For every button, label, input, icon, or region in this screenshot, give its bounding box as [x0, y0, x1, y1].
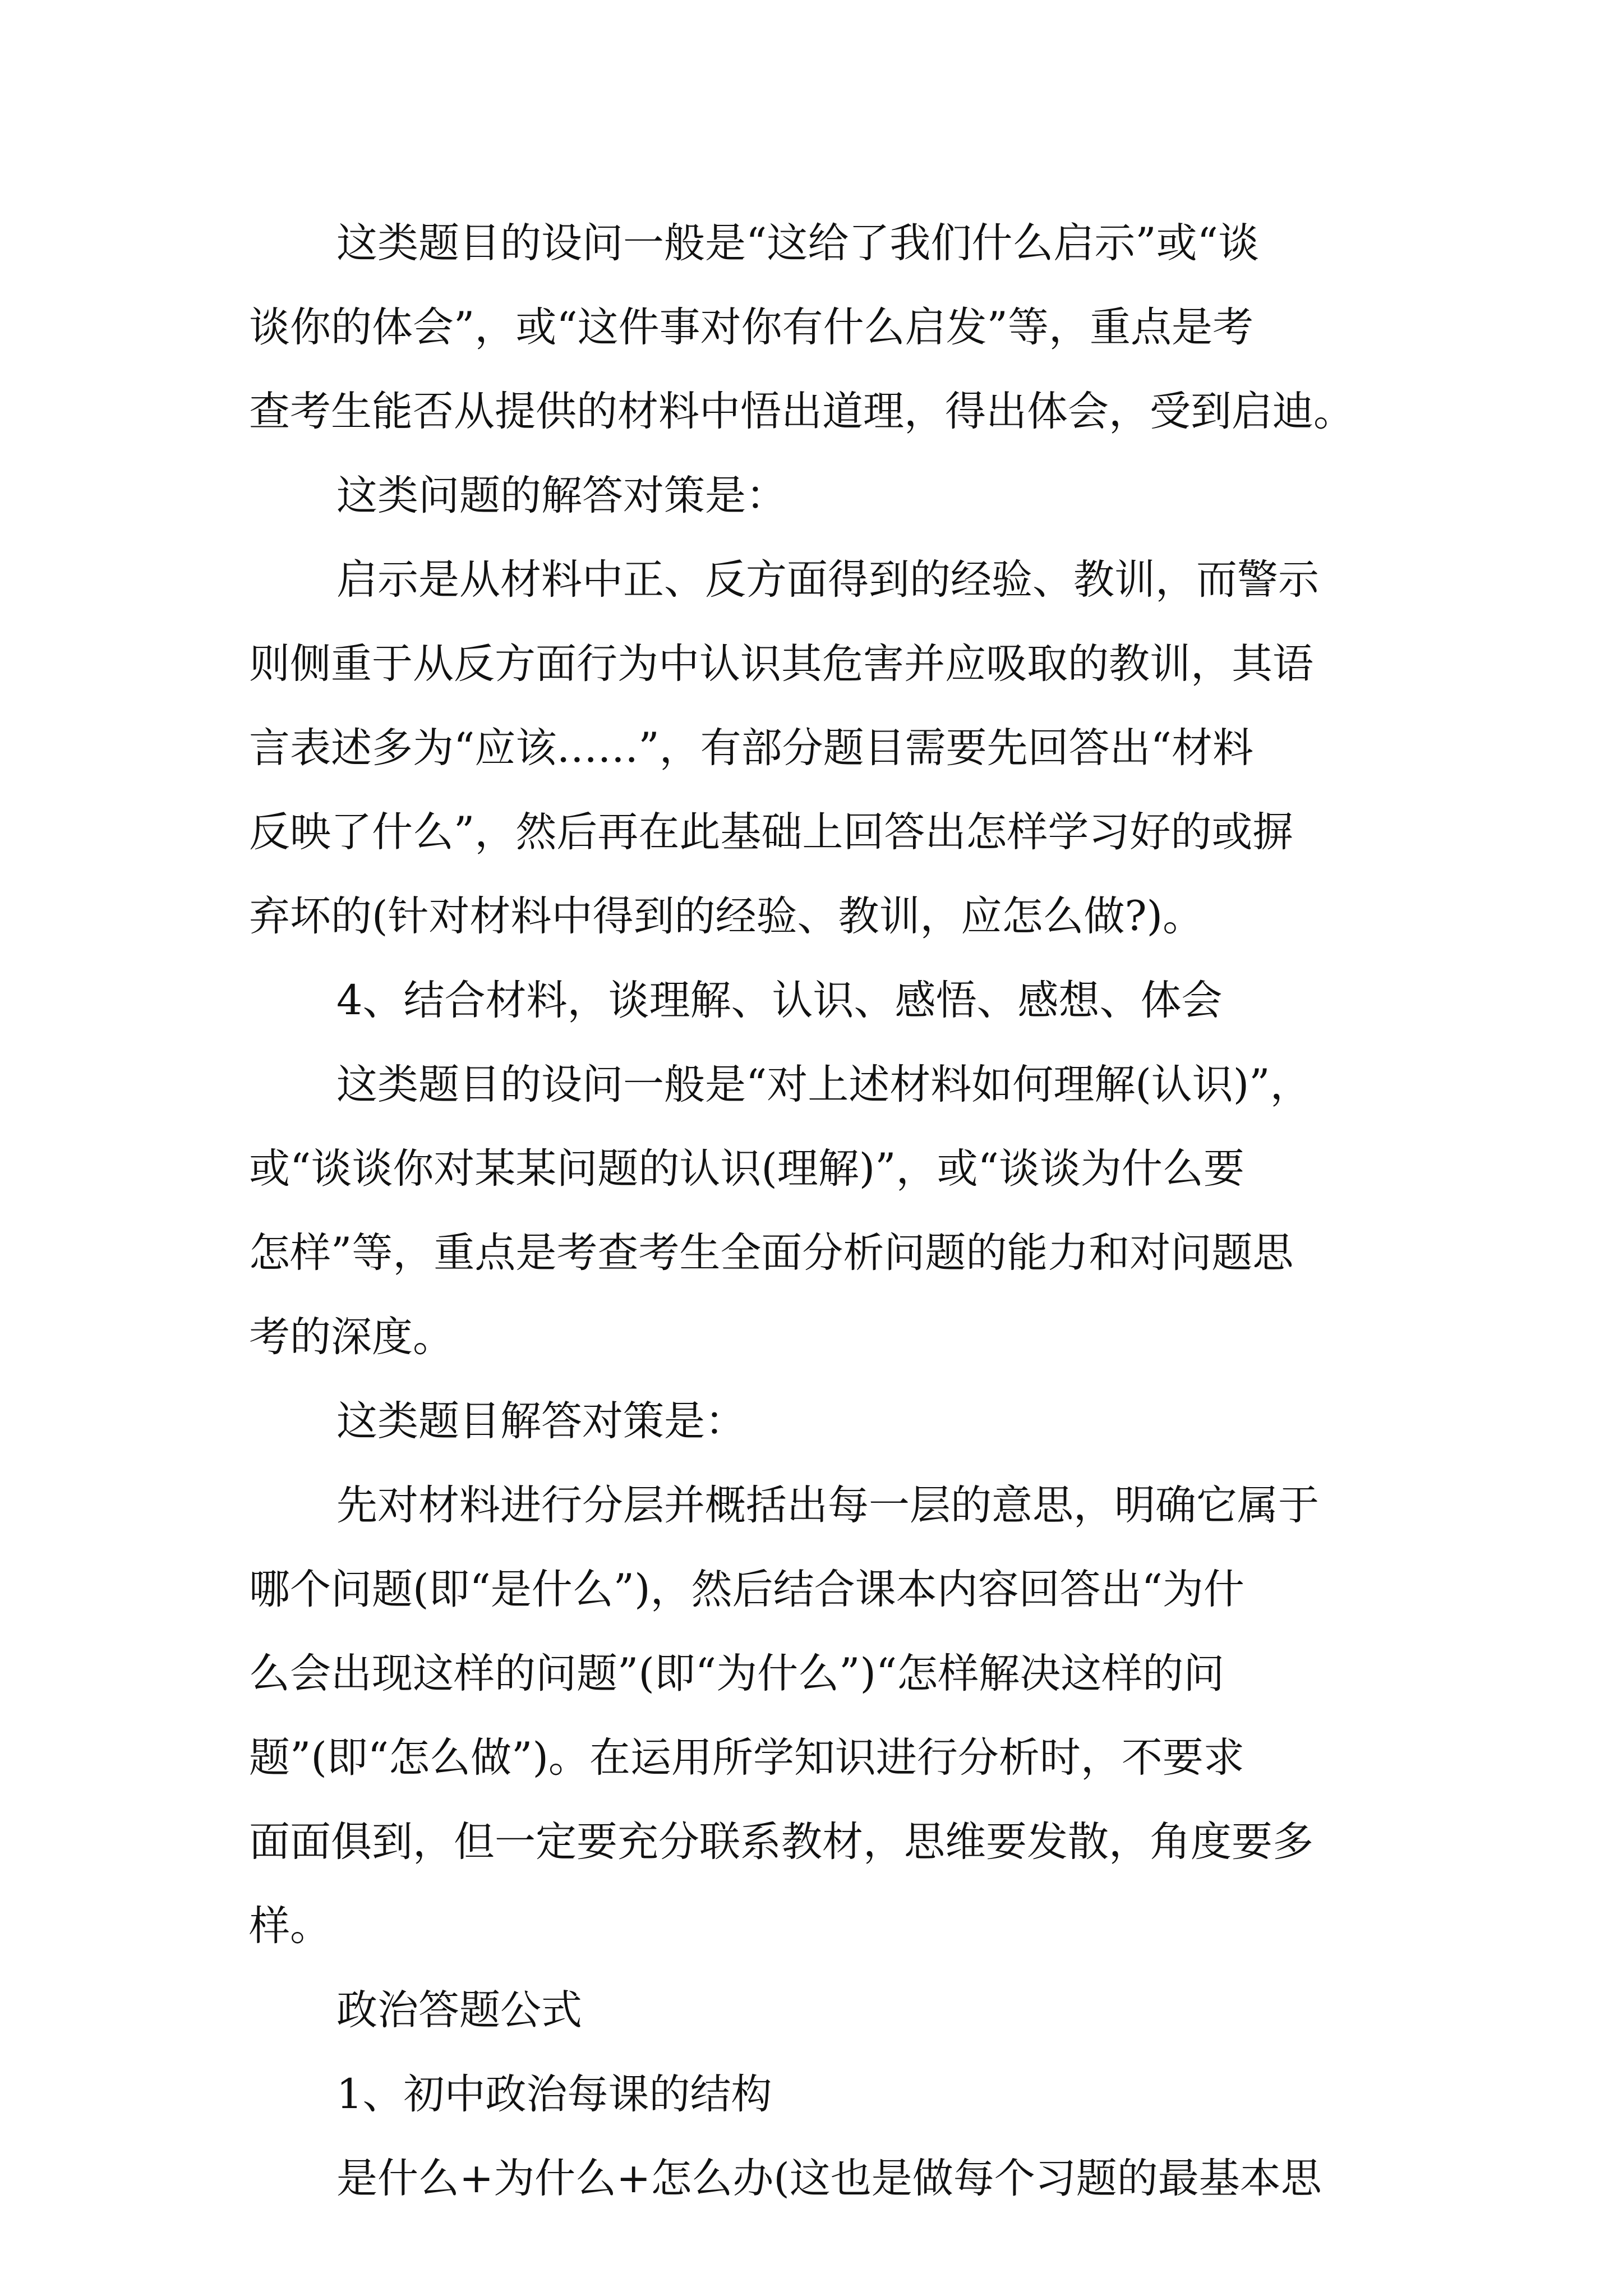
paragraph-7-line-1: 是什么+为什么+怎么办(这也是做每个习题的最基本思	[336, 2155, 1322, 2202]
paragraph-3-line-2: 则侧重于从反方面行为中认识其危害并应吸取的教训，其语	[249, 640, 1313, 688]
section-heading-formula: 政治答题公式	[336, 1986, 582, 2034]
paragraph-1-line-1: 这类题目的设问一般是“这给了我们什么启示”或“谈	[336, 219, 1259, 267]
paragraph-3-line-5: 弃坏的(针对材料中得到的经验、教训，应怎么做?)。	[249, 892, 1204, 940]
paragraph-6-line-2: 哪个问题(即“是什么”)，然后结合课本内容回答出“为什	[249, 1566, 1244, 1613]
paragraph-5-line-1: 这类题目解答对策是：	[336, 1397, 746, 1445]
paragraph-6-line-6: 样。	[249, 1902, 331, 1950]
paragraph-4-line-1: 这类题目的设问一般是“对上述材料如何理解(认识)”，	[336, 1061, 1311, 1108]
paragraph-3-line-4: 反映了什么”，然后再在此基础上回答出怎样学习好的或摒	[249, 808, 1294, 856]
paragraph-4-line-2: 或“谈谈你对某某问题的认识(理解)”，或“谈谈为什么要	[249, 1145, 1244, 1193]
paragraph-2-line-1: 这类问题的解答对策是：	[336, 472, 787, 519]
section-heading-4: 4、结合材料，谈理解、认识、感悟、感想、体会	[336, 977, 1223, 1024]
paragraph-6-line-5: 面面俱到，但一定要充分联系教材，思维要发散，角度要多	[249, 1818, 1313, 1866]
paragraph-1-line-3: 查考生能否从提供的材料中悟出道理，得出体会，受到启迪。	[249, 388, 1354, 435]
paragraph-4-line-3: 怎样”等，重点是考查考生全面分析问题的能力和对问题思	[249, 1229, 1294, 1277]
paragraph-1-line-2: 谈你的体会”，或“这件事对你有什么启发”等，重点是考	[249, 303, 1253, 351]
paragraph-6-line-3: 么会出现这样的问题”(即“为什么”)“怎样解决这样的问	[249, 1650, 1225, 1697]
subheading-1: 1、初中政治每课的结构	[336, 2070, 772, 2118]
paragraph-3-line-1: 启示是从材料中正、反方面得到的经验、教训，而警示	[336, 556, 1319, 604]
paragraph-3-line-3: 言表述多为“应该……”，有部分题目需要先回答出“材料	[249, 724, 1253, 772]
paragraph-6-line-4: 题”(即“怎么做”)。在运用所学知识进行分析时，不要求	[249, 1734, 1244, 1782]
paragraph-4-line-4: 考的深度。	[249, 1313, 454, 1361]
paragraph-6-line-1: 先对材料进行分层并概括出每一层的意思，明确它属于	[336, 1481, 1319, 1529]
